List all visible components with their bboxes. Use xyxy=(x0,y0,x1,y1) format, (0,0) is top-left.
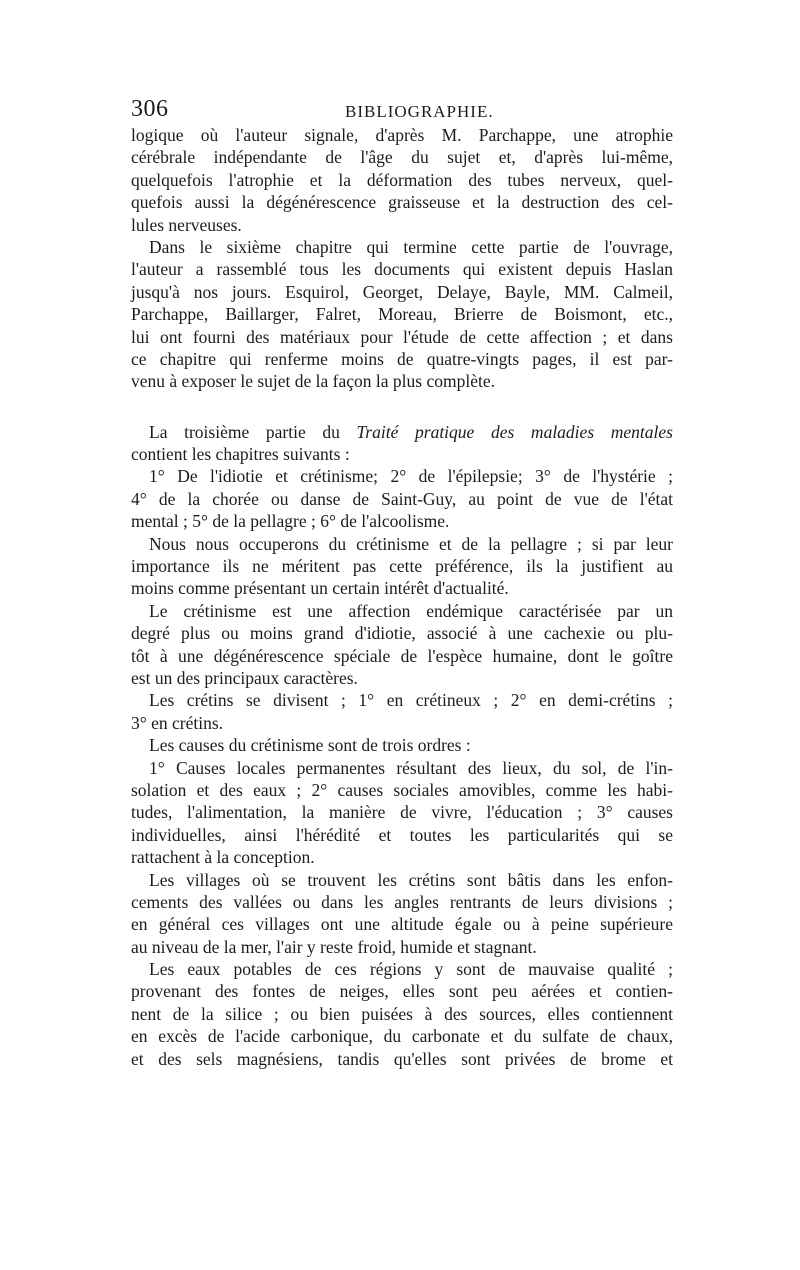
text-line: 3° en crétins. xyxy=(131,712,224,733)
text-line: contient les chapitres suivants : xyxy=(131,444,350,465)
section-gap xyxy=(131,393,673,421)
text-line: en excès de l'acide carbonique, du carbonate et du sulfate de chaux, xyxy=(131,1026,673,1047)
paragraph xyxy=(131,236,673,393)
paragraph xyxy=(131,734,673,756)
text-line: 1° De l'idiotie et crétinisme; 2° de l'épilepsie; 3° de l'hystérie ; xyxy=(149,466,673,487)
text-line: Les villages où se trouvent les crétins sont bâtis dans les enfon- xyxy=(149,869,673,890)
paragraph xyxy=(131,600,673,690)
text-line xyxy=(131,421,673,443)
text-line: Les eaux potables de ces régions y sont de mauvaise qualité ; xyxy=(149,959,673,980)
text-line: Les causes du crétinisme sont de trois ordres : xyxy=(149,735,471,756)
text-line: est un des principaux caractères. xyxy=(131,667,358,688)
text-line: mental ; 5° de la pellagre ; 6° de l'alcoolisme. xyxy=(131,511,450,532)
paragraph xyxy=(131,757,673,869)
text-line: jusqu'à nos jours. Esquirol, Georget, Delaye, Bayle, MM. Calmeil, xyxy=(131,281,673,302)
paragraph xyxy=(131,124,673,236)
text-line: lules nerveuses. xyxy=(131,214,242,235)
text-line: en général ces villages ont une altitude égale ou à peine supérieure xyxy=(131,914,673,935)
text-line: nent de la silice ; ou bien puisées à des sources, elles contiennent xyxy=(131,1003,673,1024)
paragraph xyxy=(131,689,673,734)
text-line: logique où l'auteur signale, d'après M. Parchappe, une atrophie xyxy=(131,125,673,145)
text-fragment: La troisième partie du xyxy=(149,421,357,442)
text-line: tôt à une dégénérescence spéciale de l'espèce humaine, dont le goître xyxy=(131,645,673,666)
text-line: lui ont fourni des matériaux pour l'étude de cette affection ; et dans xyxy=(131,326,673,347)
paragraph xyxy=(131,869,673,959)
text-line: ce chapitre qui renferme moins de quatre-vingts pages, il est par- xyxy=(131,348,673,369)
text-line: provenant des fontes de neiges, elles sont peu aérées et contien- xyxy=(131,981,673,1002)
text-line: importance ils ne méritent pas cette préférence, ils la justifient au xyxy=(131,556,673,577)
text-line: 1° Causes locales permanentes résultant des lieux, du sol, de l'in- xyxy=(149,757,673,778)
text-line: degré plus ou moins grand d'idiotie, associé à une cachexie ou plu- xyxy=(131,623,673,644)
paragraph xyxy=(131,421,673,533)
text-line: moins comme présentant un certain intérêt d'actualité. xyxy=(131,578,509,599)
paragraph xyxy=(131,533,673,600)
text-line: quefois aussi la dégénérescence graisseuse et la destruction des cel- xyxy=(131,192,673,213)
text-line: quelquefois l'atrophie et la déformation des tubes nerveux, quel- xyxy=(131,169,673,190)
text-line: individuelles, ainsi l'hérédité et toutes les particularités qui se xyxy=(131,824,673,845)
page-number: 306 xyxy=(131,96,169,122)
text-line: rattachent à la conception. xyxy=(131,847,315,868)
text-line: et des sels magnésiens, tandis qu'elles sont privées de brome et xyxy=(131,1048,673,1069)
text-line: venu à exposer le sujet de la façon la plus complète. xyxy=(131,371,495,392)
book-title: Traité pratique des maladies mentales xyxy=(356,421,673,442)
text-line: l'auteur a rassemblé tous les documents qui existent depuis Haslan xyxy=(131,259,673,280)
text-line: tudes, l'alimentation, la manière de vivre, l'éducation ; 3° causes xyxy=(131,802,673,823)
paragraph xyxy=(131,958,673,1070)
text-line: Dans le sixième chapitre qui termine cette partie de l'ouvrage, xyxy=(149,236,673,257)
page-header xyxy=(131,96,673,126)
text-line: solation et des eaux ; 2° causes sociales amovibles, comme les habi- xyxy=(131,779,673,800)
text-line: au niveau de la mer, l'air y reste froid, humide et stagnant. xyxy=(131,936,537,957)
body-text xyxy=(131,124,673,1070)
text-line: 4° de la chorée ou danse de Saint-Guy, au point de vue de l'état xyxy=(131,488,673,509)
text-line: Les crétins se divisent ; 1° en crétineux ; 2° en demi-crétins ; xyxy=(149,690,673,711)
text-line: Nous nous occuperons du crétinisme et de la pellagre ; si par leur xyxy=(149,533,673,554)
running-title: BIBLIOGRAPHIE. xyxy=(345,102,494,121)
text-line: cérébrale indépendante de l'âge du sujet et, d'après lui-même, xyxy=(131,147,673,168)
text-line: Parchappe, Baillarger, Falret, Moreau, Brierre de Boismont, etc., xyxy=(131,304,673,325)
text-line: Le crétinisme est une affection endémique caractérisée par un xyxy=(149,600,673,621)
text-line: cements des vallées ou dans les angles rentrants de leurs divisions ; xyxy=(131,891,673,912)
